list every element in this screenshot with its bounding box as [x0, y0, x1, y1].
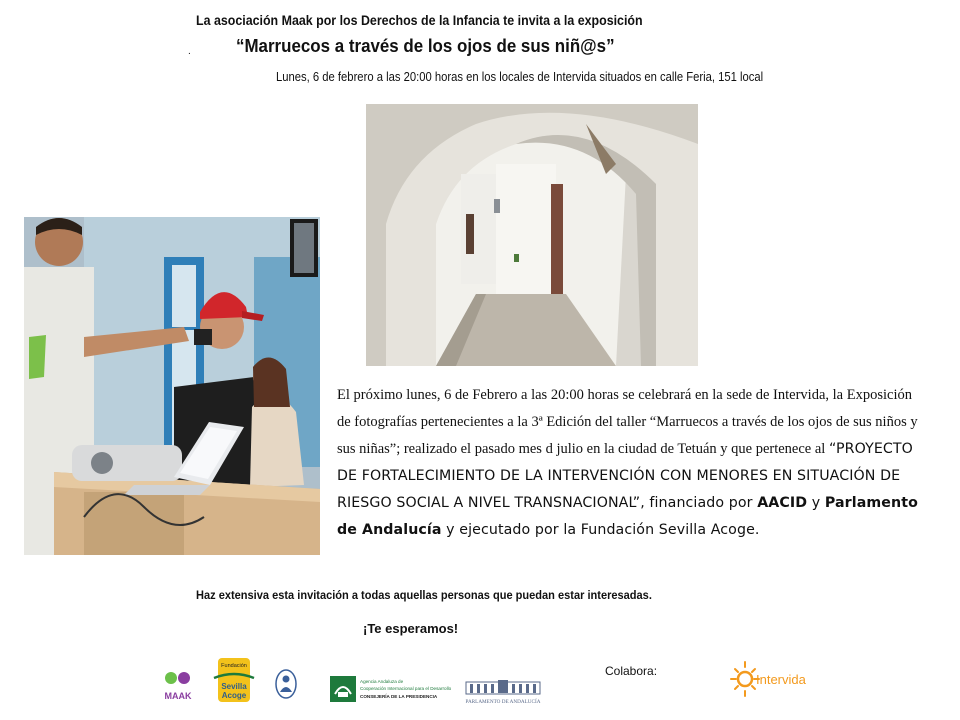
welcome-message: ¡Te esperamos! — [363, 621, 459, 636]
description-closing: y ejecutado por la Fundación Sevilla Acoge. — [441, 522, 760, 538]
project-name: “PROYECTO DE FORTALECIMIENTO DE LA INTERVENCIÓN CON MENORES EN SITUACIÓN DE RIESGO SOCIAL A NIVEL TRANSNACIONAL”, financiado por — [337, 441, 913, 511]
sevilla-acoge-logo — [212, 658, 256, 702]
emblem-logo — [274, 668, 298, 700]
stray-dot: . — [188, 46, 191, 57]
junta-line1: Agencia Andaluza de — [360, 679, 404, 684]
share-invitation-note: Haz extensiva esta invitación a todas aquellas personas que puedan estar interesadas. — [196, 588, 652, 602]
sevilla-logo-name2: Acoge — [221, 691, 247, 700]
photo-workshop-children-camera — [24, 217, 320, 555]
funder-aacid: AACID — [757, 495, 808, 511]
maak-logo-text: MAAK — [164, 691, 192, 701]
junta-andalucia-aacid-logo — [330, 672, 452, 706]
parlamento-andalucia-logo — [462, 676, 544, 706]
photo-street-archway — [366, 104, 698, 366]
intervida-logo-text: Intervida — [756, 672, 806, 687]
funder-parlamento: Parlamento de Andalucía — [337, 495, 918, 538]
description-and: y — [807, 495, 825, 511]
description-intro: El próximo lunes, 6 de Febrero a las 20:00 horas se celebrará en la sede de Intervida, la Exposición de fotografías pertenecientes a la 3ª Edición del taller “Marruecos a través de los ojos de sus niños y sus niñas”; realizado el pasado mes d julio en la ciudad de Tetuán y que pertenece al — [337, 387, 918, 457]
event-date-location: Lunes, 6 de febrero a las 20:00 horas en los locales de Intervida situados en calle Feria, 151 local — [276, 70, 764, 84]
maak-logo — [160, 668, 196, 704]
invitation-heading: La asociación Maak por los Derechos de la Infancia te invita a la exposición — [196, 13, 643, 28]
colabora-label: Colabora: — [605, 664, 658, 678]
junta-line2: Cooperación Internacional para el Desarrollo — [360, 686, 452, 691]
sevilla-logo-name1: Sevilla — [221, 682, 247, 691]
exhibition-description — [337, 382, 922, 544]
junta-line3: CONSEJERÍA DE LA PRESIDENCIA — [360, 694, 438, 699]
intervida-logo — [728, 656, 818, 700]
parlamento-logo-text: PARLAMENTO DE ANDALUCÍA — [465, 699, 541, 705]
sevilla-logo-top: Fundación — [221, 663, 247, 669]
exhibition-title: “Marruecos a través de los ojos de sus niñ@s” — [236, 36, 615, 56]
